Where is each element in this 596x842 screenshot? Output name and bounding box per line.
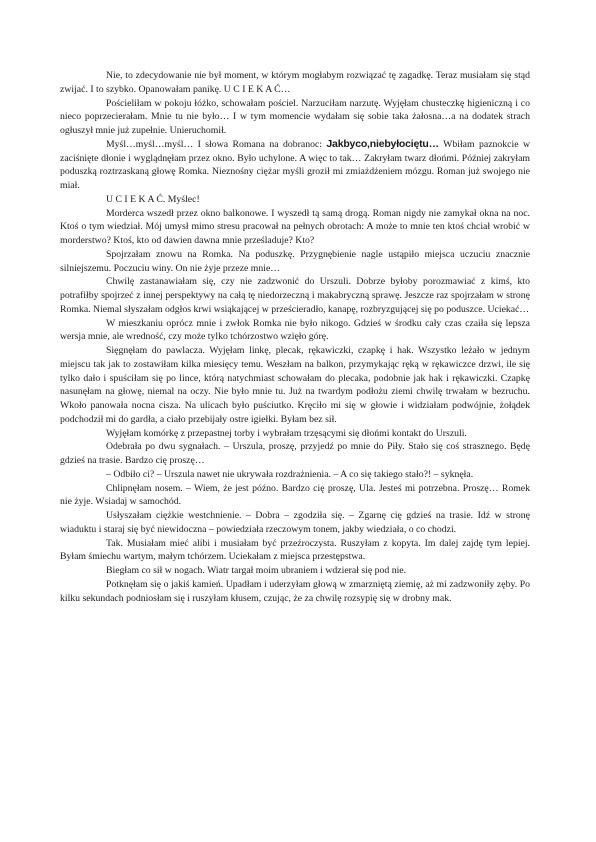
- paragraph: Wyjęłam komórkę z przepastnej torby i wybrałam trzęsącymi się dłońmi kontakt do Urszuli.: [106, 427, 467, 439]
- paragraph: W mieszkaniu oprócz mnie i zwłok Romka nie było nikogo. Gdzieś w środku cały czas czaiła się lepsza wersja mnie, ale wredność, czy może tylko tchórzostwo wzięło górę.: [60, 317, 530, 343]
- paragraph: Morderca wszedł przez okno balkonowe. I wyszedł tą samą drogą. Roman nigdy nie zamykał okna na noc. Ktoś o tym wiedział. Mój umysł mimo stresu pracował na pełnych obrotach: A może to mnie ten ktoś chciał wrobić w morderstwo? Ktoś, kto od dawien dawna mnie prześladuje? Kto?: [60, 207, 530, 246]
- paragraph: Nie, to zdecydowanie nie był moment, w którym mogłabym rozwiązać tę zagadkę. Teraz musiałam się stąd zwijać. I to szybko. Opanowałam panikę. U C I E K A Ć…: [60, 70, 530, 95]
- paragraph: Usłyszałam ciężkie westchnienie. – Dobra – zgodziła się. – Zgarnę cię gdzieś na trasie. Idź w stronę wiaduktu i staraj się być niewidoczna – powiedziała rzeczowym tonem, jakby wiedziała, o co chodzi.: [60, 510, 530, 535]
- paragraph: U C I E K A Ć. Myślec!: [106, 193, 200, 205]
- page-body: [60, 69, 530, 605]
- paragraph: Sięgnęłam do pawlacza. Wyjęłam linkę, plecak, rękawiczki, czapkę i hak. Wszystko leżało w jednym miejscu tak jak to zostawiłam kilka miesięcy temu. Weszłam na balkon, przymykając ręką w rękawiczce drzwi, ile się tylko dało i spuściłam się po lince, którą natychmiast schowałam do plecaka, podobnie jak hak i rękawiczki. Czapkę nasunęłam na głowę, niemal na oczy. Nie było mnie tu. Już na twardym podłożu ziemi chwilę trwałam w bezruchu. Wkoło panowała nocna cisza. Na ulicach było puściutko. Kręciło mi się w głowie i widziałam podwójnie, żołądek podchodził mi do gardła, a ciało przebijały ostre igiełki. Byłam bez sił.: [60, 345, 530, 425]
- paragraph: – Odbiło ci? – Urszula nawet nie ukrywała rozdrażnienia. – A co się takiego stało?! – syknęła.: [106, 468, 474, 480]
- paragraph-text: Wbiłam paznokcie w zaciśnięte dłonie i wyglądnęłam przez okno. Było uchylone. A więc to tak… Zakryłam twarz dłońmi. Później zakryłam poduszką roztrzaskaną głowę Romka. Nieznośny ciężar myśli groził mi zmiażdżeniem mózgu. Roman już swojego nie miał.: [60, 138, 530, 191]
- paragraph: [60, 138, 530, 193]
- paragraph: Biegłam co sił w nogach. Wiatr targał moim ubraniem i wdzierał się pod nie.: [106, 565, 407, 576]
- paragraph: Chwilę zastanawiałam się, czy nie zadzwonić do Urszuli. Dobrze byłoby porozmawiać z kimś, kto potrafiłby spojrzeć z innej perspektywy na całą tę niedorzeczną i makabryczną sprawę. Jeszcze raz spojrzałam w stronę Romka. Niemal słyszałam odgłos krwi wsiąkającej w prześcieradło, kanapę, rozbryzgującej się po poduszce. Uciekać…: [60, 276, 530, 315]
- paragraph: Pościeliłam w pokoju łóżko, schowałam pościel. Narzuciłam narzutę. Wyjęłam chusteczkę higieniczną i co nieco poprzecierałam. Mnie tu nie było… I w tym momencie wydałam się sobie taka żałosna…a na dodatek strach ogłuszył mnie już zupełnie. Unieruchomił.: [60, 97, 530, 136]
- paragraph: Tak. Musiałam mieć alibi i musiałam być przeźroczysta. Ruszyłam z kopyta. Im dalej zajdę tym lepiej. Byłam śmiechu wartym, małym tchórzem. Uciekałam z miejsca przestępstwa.: [60, 537, 530, 563]
- paragraph: Potknęłam się o jakiś kamień. Upadłam i uderzyłam głową w zmarzniętą ziemię, aż mi zadzwoniły zęby. Po kilku sekundach podniosłam się i ruszyłam kłusem, czując, że za chwilę rozsypię się w drobny mak.: [60, 578, 530, 604]
- paragraph: Chlipnęłam nosem. – Wiem, że jest późno. Bardzo cię proszę, Ula. Jesteś mi potrzebna. Proszę… Romek nie żyje. Wsiadaj w samochód.: [60, 482, 530, 508]
- paragraph-text: Myśl…myśl…myśl… I słowa Romana na dobranoc:: [106, 138, 327, 150]
- paragraph: Odebrała po dwu sygnałach. – Urszula, proszę, przyjedź po mnie do Piły. Stało się coś strasznego. Będę gdzieś na trasie. Bardzo cię proszę…: [60, 441, 530, 466]
- emphasized-phrase: Jakbyco,niebyłociętu…: [326, 137, 439, 150]
- paragraph: Spojrzałam znowu na Romka. Na poduszkę. Przygnębienie nagle ustąpiło miejsca uczuciu znacznie silniejszemu. Poczuciu winy. On nie żyje przeze mnie…: [60, 248, 530, 274]
